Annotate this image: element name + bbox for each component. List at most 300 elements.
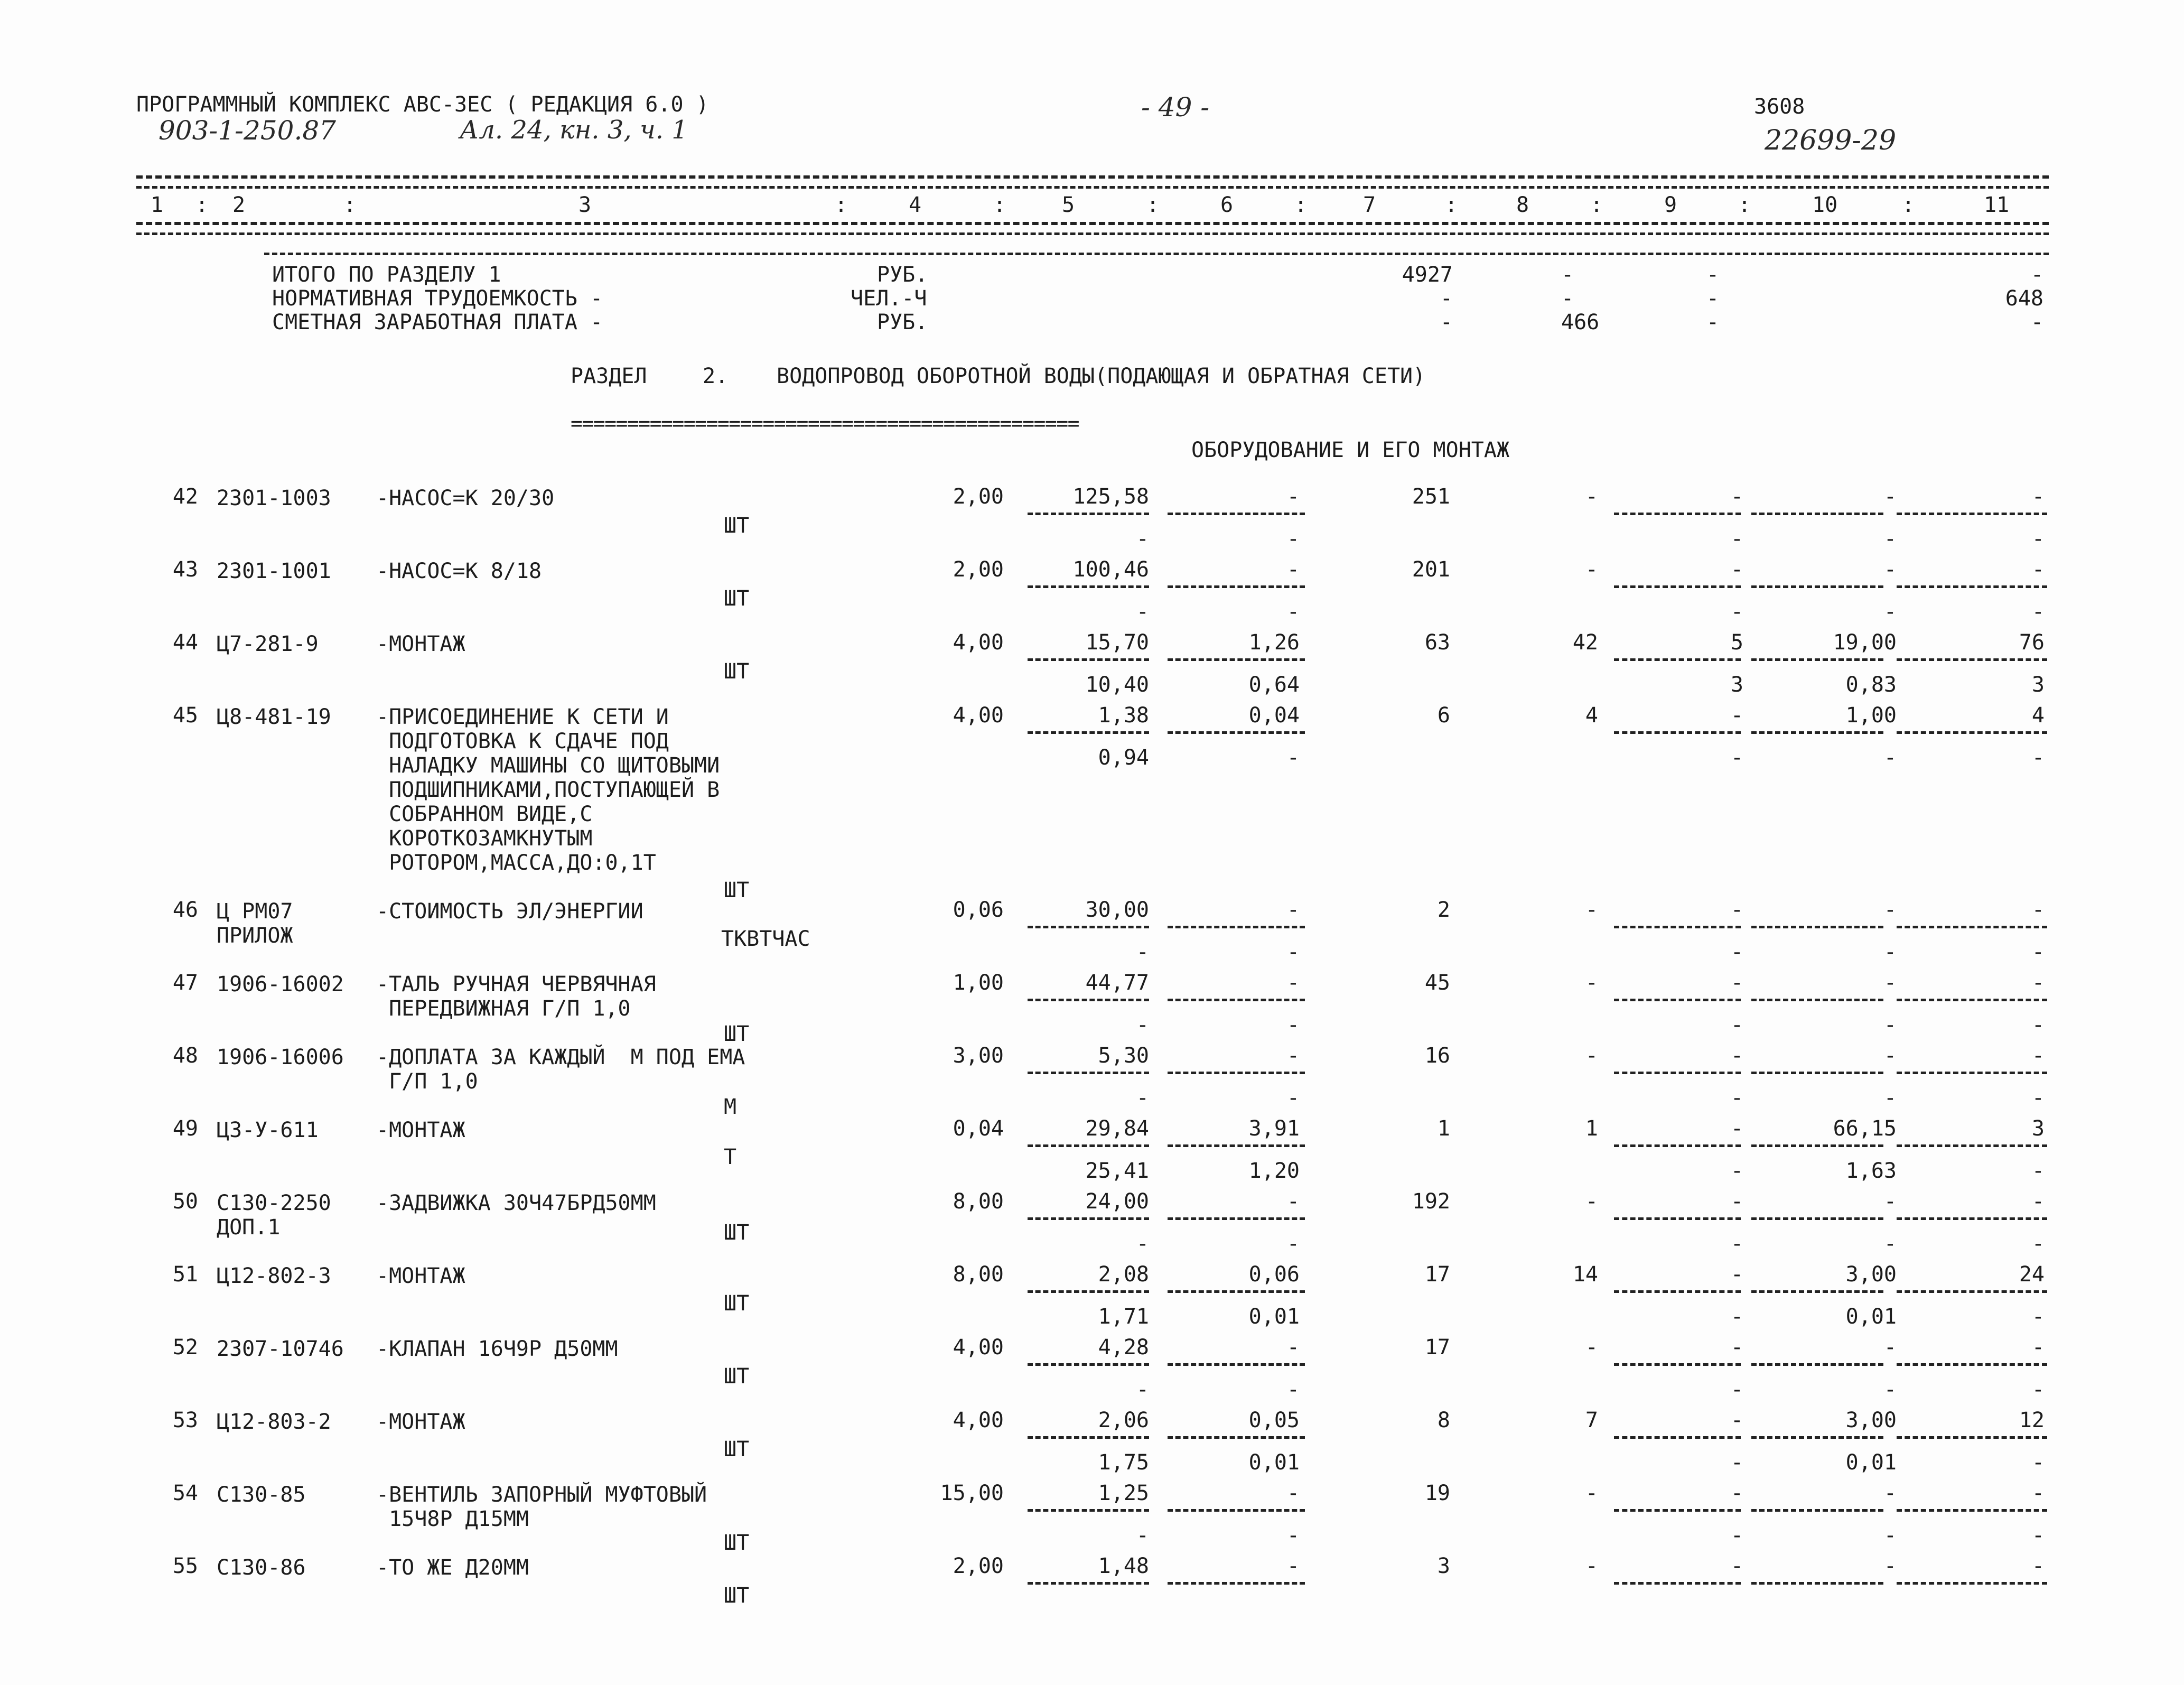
row-col11: - [2031, 557, 2045, 582]
row-sub-col5: 1,75 [1098, 1450, 1149, 1475]
cell-separator-line [1028, 1582, 1149, 1585]
row-col8: - [1585, 557, 1598, 582]
row-description: -ЗАДВИЖКА 30Ч47БРД50ММ [376, 1191, 656, 1215]
row-col5: 1,38 [1098, 703, 1149, 728]
cell-separator-line [1028, 1509, 1149, 1512]
cell-separator-line [1897, 1436, 2047, 1439]
totals-unit: ЧЕЛ.-Ч [851, 286, 927, 311]
row-col5: 2,06 [1098, 1408, 1149, 1432]
row-sub-col10: - [1883, 527, 1897, 551]
row-col6: - [1286, 1189, 1300, 1214]
row-sub-col11: - [2031, 1232, 2045, 1256]
row-sub-col10: - [1883, 1013, 1897, 1037]
row-number: 53 [172, 1408, 198, 1432]
row-sub-col10: - [1883, 1232, 1897, 1256]
column-separator: : [1590, 193, 1603, 217]
cell-separator-line [1614, 1509, 1741, 1512]
row-col9: - [1730, 1262, 1743, 1287]
row-sub-col11: - [2031, 1086, 2045, 1110]
row-col9: - [1730, 1481, 1743, 1505]
row-col5: 15,70 [1085, 630, 1149, 655]
row-col10: - [1883, 898, 1897, 922]
row-sub-col11: - [2031, 1523, 2045, 1548]
row-sub-col9: - [1730, 940, 1743, 964]
row-col6: - [1286, 485, 1300, 509]
project-code: 903-1-250.87 [158, 115, 336, 146]
cell-separator-line [1751, 999, 1883, 1001]
cell-separator-line [1028, 1436, 1149, 1439]
row-unit: ТКВТЧАС [721, 927, 810, 951]
totals-col7: - [1440, 310, 1453, 334]
row-col8: - [1585, 971, 1598, 995]
row-col7: 17 [1424, 1335, 1450, 1360]
row-price-code: С130-86 [217, 1556, 306, 1580]
totals-rule [264, 253, 2049, 255]
row-description: -ВЕНТИЛЬ ЗАПОРНЫЙ МУФТОВЫЙ 15Ч8Р Д15ММ [376, 1483, 707, 1531]
row-col7: 251 [1412, 485, 1450, 509]
row-quantity: 1,00 [953, 971, 1004, 995]
column-number-11: 11 [1984, 193, 2010, 217]
row-sub-col9: - [1730, 527, 1743, 551]
row-sub-col10: - [1883, 600, 1897, 624]
totals-col9: - [1706, 310, 1720, 334]
row-col5: 125,58 [1072, 485, 1149, 509]
row-number: 55 [172, 1554, 198, 1578]
row-price-code: С130-85 [217, 1483, 306, 1507]
row-col5: 29,84 [1085, 1116, 1149, 1141]
column-separator: : [1294, 193, 1308, 217]
row-sub-col5: - [1136, 1086, 1149, 1110]
row-sub-col6: - [1286, 1377, 1300, 1402]
cell-separator-line [1897, 1217, 2047, 1220]
row-col8: - [1585, 1044, 1598, 1068]
row-sub-col10: - [1883, 746, 1897, 770]
cell-separator-line [1614, 1290, 1741, 1293]
column-separator: : [993, 193, 1006, 217]
row-col6: 0,04 [1248, 703, 1300, 728]
row-sub-col11: - [2031, 527, 2045, 551]
row-col9: - [1730, 485, 1743, 509]
row-col9: - [1730, 1116, 1743, 1141]
cell-separator-line [1168, 585, 1305, 588]
section-title: ВОДОПРОВОД ОБОРОТНОЙ ВОДЫ(ПОДАЮЩАЯ И ОБРАТНАЯ СЕТИ) [777, 364, 1426, 388]
cell-separator-line [1168, 513, 1305, 515]
row-col8: - [1585, 898, 1598, 922]
row-sub-col11: - [2031, 1450, 2045, 1475]
cell-separator-line [1168, 731, 1305, 734]
row-unit: ШТ [724, 1364, 750, 1389]
row-col10: 1,00 [1845, 703, 1897, 728]
row-col7: 201 [1412, 557, 1450, 582]
row-col6: - [1286, 557, 1300, 582]
row-sub-col5: 25,41 [1085, 1159, 1149, 1183]
column-number-2: 2 [232, 193, 246, 217]
cell-separator-line [1751, 1290, 1883, 1293]
cell-separator-line [1751, 1217, 1883, 1220]
cell-separator-line [1897, 513, 2047, 515]
row-col10: 3,00 [1845, 1408, 1897, 1432]
row-quantity: 2,00 [953, 1554, 1004, 1578]
cell-separator-line [1897, 999, 2047, 1001]
row-col5: 4,28 [1098, 1335, 1149, 1360]
row-price-code: Ц РМ07 ПРИЛОЖ [217, 899, 293, 948]
row-sub-col10: 0,01 [1845, 1305, 1897, 1329]
cell-separator-line [1614, 731, 1741, 734]
row-price-code: С130-2250 ДОП.1 [217, 1191, 331, 1240]
cell-separator-line [1168, 658, 1305, 661]
row-sub-col10: - [1883, 940, 1897, 964]
row-col9: - [1730, 1408, 1743, 1432]
column-separator: : [1902, 193, 1915, 217]
row-sub-col6: 0,64 [1248, 673, 1300, 697]
row-sub-col10: - [1883, 1086, 1897, 1110]
row-number: 46 [172, 898, 198, 922]
row-price-code: Ц7-281-9 [217, 632, 319, 656]
row-col5: 100,46 [1072, 557, 1149, 582]
row-col7: 45 [1424, 971, 1450, 995]
cell-separator-line [1028, 658, 1149, 661]
row-sub-col10: 0,01 [1845, 1450, 1897, 1475]
row-sub-col5: 0,94 [1098, 746, 1149, 770]
row-col5: 24,00 [1085, 1189, 1149, 1214]
cell-separator-line [1168, 1290, 1305, 1293]
sheet-code: 3608 [1754, 95, 1805, 119]
row-unit: ШТ [724, 514, 750, 538]
cell-separator-line [1614, 1363, 1741, 1366]
row-price-code: Ц12-803-2 [217, 1410, 331, 1434]
row-unit: Т [724, 1145, 737, 1169]
row-sub-col6: - [1286, 1013, 1300, 1037]
row-sub-col5: 1,71 [1098, 1305, 1149, 1329]
column-number-7: 7 [1363, 193, 1376, 217]
cell-separator-line [1028, 999, 1149, 1001]
row-col5: 30,00 [1085, 898, 1149, 922]
row-col8: - [1585, 1481, 1598, 1505]
totals-col7: 4927 [1402, 263, 1453, 287]
row-price-code: 2301-1001 [217, 559, 331, 583]
row-price-code: 2307-10746 [217, 1337, 344, 1361]
cell-separator-line [1614, 1144, 1741, 1147]
row-sub-col6: 0,01 [1248, 1450, 1300, 1475]
header-rule-bottom [136, 222, 2049, 225]
row-col5: 44,77 [1085, 971, 1149, 995]
row-quantity: 15,00 [940, 1481, 1004, 1505]
row-col6: - [1286, 1335, 1300, 1360]
row-unit: ШТ [724, 1291, 750, 1316]
cell-separator-line [1614, 585, 1741, 588]
row-col6: 3,91 [1248, 1116, 1300, 1141]
row-price-code: Ц12-802-3 [217, 1264, 331, 1288]
row-sub-col5: - [1136, 1013, 1149, 1037]
row-quantity: 0,06 [953, 898, 1004, 922]
row-number: 52 [172, 1335, 198, 1360]
row-description: -МОНТАЖ [376, 1118, 465, 1142]
row-col5: 1,25 [1098, 1481, 1149, 1505]
column-number-9: 9 [1664, 193, 1677, 217]
row-sub-col11: - [2031, 940, 2045, 964]
row-number: 45 [172, 703, 198, 728]
cell-separator-line [1168, 1363, 1305, 1366]
column-number-3: 3 [578, 193, 592, 217]
row-description: -ТО ЖЕ Д20ММ [376, 1556, 529, 1580]
cell-separator-line [1751, 731, 1883, 734]
column-separator: : [835, 193, 848, 217]
row-sub-col6: - [1286, 1086, 1300, 1110]
row-sub-col11: - [2031, 1013, 2045, 1037]
row-col6: 0,05 [1248, 1408, 1300, 1432]
row-sub-col10: - [1883, 1377, 1897, 1402]
row-sub-col5: - [1136, 600, 1149, 624]
row-col11: - [2031, 1044, 2045, 1068]
row-col11: - [2031, 971, 2045, 995]
totals-col8: - [1561, 286, 1574, 311]
album-reference: Ал. 24, кн. 3, ч. 1 [460, 115, 688, 145]
cell-separator-line [1751, 1363, 1883, 1366]
row-sub-col6: - [1286, 746, 1300, 770]
row-col10: - [1883, 485, 1897, 509]
row-col10: 19,00 [1833, 630, 1897, 655]
row-description: -КЛАПАН 16Ч9Р Д50ММ [376, 1337, 618, 1361]
row-number: 42 [172, 485, 198, 509]
row-sub-col11: 3 [2031, 673, 2045, 697]
cell-separator-line [1897, 1072, 2047, 1074]
cell-separator-line [1028, 1363, 1149, 1366]
column-number-1: 1 [151, 193, 164, 217]
row-sub-col6: - [1286, 1523, 1300, 1548]
row-number: 49 [172, 1116, 198, 1141]
row-col9: - [1730, 971, 1743, 995]
row-sub-col6: 0,01 [1248, 1305, 1300, 1329]
row-quantity: 3,00 [953, 1044, 1004, 1068]
totals-col7: - [1440, 286, 1453, 311]
totals-unit: РУБ. [877, 310, 928, 334]
row-col7: 8 [1437, 1408, 1450, 1432]
row-col8: - [1585, 1554, 1598, 1578]
row-number: 48 [172, 1044, 198, 1068]
header-rule-top-2 [136, 186, 2049, 189]
row-sub-col6: 1,20 [1248, 1159, 1300, 1183]
program-title: ПРОГРАММНЫЙ КОМПЛЕКС АВС-3ЕС ( РЕДАКЦИЯ 6.0 ) [136, 92, 709, 117]
row-sub-col9: - [1730, 1377, 1743, 1402]
cell-separator-line [1028, 731, 1149, 734]
row-col6: - [1286, 1044, 1300, 1068]
row-col10: - [1883, 971, 1897, 995]
cell-separator-line [1751, 585, 1883, 588]
row-col5: 2,08 [1098, 1262, 1149, 1287]
totals-label: СМЕТНАЯ ЗАРАБОТНАЯ ПЛАТА - [272, 310, 603, 334]
row-col9: - [1730, 557, 1743, 582]
row-unit: ШТ [724, 1221, 750, 1245]
row-col11: 12 [2019, 1408, 2045, 1432]
cell-separator-line [1897, 1144, 2047, 1147]
row-sub-col11: - [2031, 600, 2045, 624]
row-sub-col6: - [1286, 600, 1300, 624]
totals-col11: 648 [2005, 286, 2043, 311]
subsection-heading: ОБОРУДОВАНИЕ И ЕГО МОНТАЖ [1191, 438, 1510, 462]
row-unit: ШТ [724, 1022, 750, 1046]
cell-separator-line [1168, 1072, 1305, 1074]
cell-separator-line [1897, 1582, 2047, 1585]
row-description: -ДОПЛАТА ЗА КАЖДЫЙ М ПОД ЕМА Г/П 1,0 [376, 1045, 745, 1094]
row-col7: 2 [1437, 898, 1450, 922]
cell-separator-line [1751, 1582, 1883, 1585]
row-col8: - [1585, 1189, 1598, 1214]
column-separator: : [343, 193, 357, 217]
column-separator: : [1445, 193, 1458, 217]
row-col8: - [1585, 485, 1598, 509]
row-col6: 1,26 [1248, 630, 1300, 655]
column-separator: : [1738, 193, 1751, 217]
column-separator: : [1146, 193, 1160, 217]
row-quantity: 8,00 [953, 1262, 1004, 1287]
row-number: 54 [172, 1481, 198, 1505]
row-quantity: 0,04 [953, 1116, 1004, 1141]
row-quantity: 4,00 [953, 703, 1004, 728]
row-col11: 24 [2019, 1262, 2045, 1287]
row-col7: 192 [1412, 1189, 1450, 1214]
row-quantity: 4,00 [953, 630, 1004, 655]
row-description: -ПРИСОЕДИНЕНИЕ К СЕТИ И ПОДГОТОВКА К СДАЧЕ ПОД НАЛАДКУ МАШИНЫ СО ЩИТОВЫМИ ПОДШИПНИКАМИ,ПОСТУПАЮЩЕЙ В СОБРАННОМ ВИДЕ,С КОРОТКОЗАМКНУТЫМ РОТОРОМ,МАССА,ДО:0,1Т [376, 705, 720, 875]
cell-separator-line [1897, 658, 2047, 661]
row-price-code: 2301-1003 [217, 486, 331, 510]
row-col11: - [2031, 485, 2045, 509]
row-sub-col10: 1,63 [1845, 1159, 1897, 1183]
cell-separator-line [1897, 1363, 2047, 1366]
row-number: 47 [172, 971, 198, 995]
header-rule-top [136, 175, 2049, 179]
totals-col8: 466 [1561, 310, 1600, 334]
row-col6: - [1286, 898, 1300, 922]
row-price-code: 1906-16002 [217, 972, 344, 997]
row-unit: ШТ [724, 878, 750, 902]
row-unit: ШТ [724, 659, 750, 684]
row-col8: 7 [1585, 1408, 1598, 1432]
row-col10: - [1883, 557, 1897, 582]
row-sub-col5: - [1136, 1377, 1149, 1402]
section-label: РАЗДЕЛ [571, 364, 647, 388]
row-description: -МОНТАЖ [376, 1410, 465, 1434]
totals-label: НОРМАТИВНАЯ ТРУДОЕМКОСТЬ - [272, 286, 603, 311]
header-rule-bottom-2 [136, 232, 2049, 235]
column-number-10: 10 [1812, 193, 1838, 217]
column-number-4: 4 [909, 193, 922, 217]
cell-separator-line [1028, 1217, 1149, 1220]
row-sub-col6: - [1286, 940, 1300, 964]
document-number: 22699-29 [1765, 125, 1897, 156]
cell-separator-line [1028, 1072, 1149, 1074]
row-description: -СТОИМОСТЬ ЭЛ/ЭНЕРГИИ [376, 899, 643, 924]
row-unit: ШТ [724, 1584, 750, 1608]
row-col11: 76 [2019, 630, 2045, 655]
totals-unit: РУБ. [877, 263, 928, 287]
cell-separator-line [1897, 585, 2047, 588]
row-price-code: Ц3-У-611 [217, 1118, 319, 1142]
cell-separator-line [1168, 1509, 1305, 1512]
row-col11: 3 [2031, 1116, 2045, 1141]
row-col7: 19 [1424, 1481, 1450, 1505]
row-col10: 3,00 [1845, 1262, 1897, 1287]
row-unit: ШТ [724, 1531, 750, 1555]
row-sub-col9: - [1730, 746, 1743, 770]
section-underline: ============================================= [571, 412, 1079, 435]
totals-col11: - [2030, 263, 2043, 287]
cell-separator-line [1614, 513, 1741, 515]
row-col5: 5,30 [1098, 1044, 1149, 1068]
column-number-5: 5 [1062, 193, 1075, 217]
row-number: 50 [172, 1189, 198, 1214]
row-unit: ШТ [724, 587, 750, 611]
row-col10: - [1883, 1189, 1897, 1214]
cell-separator-line [1751, 658, 1883, 661]
cell-separator-line [1614, 1436, 1741, 1439]
section-number: 2. [703, 364, 729, 388]
cell-separator-line [1168, 1436, 1305, 1439]
row-col11: - [2031, 1335, 2045, 1360]
row-col6: 0,06 [1248, 1262, 1300, 1287]
cell-separator-line [1168, 999, 1305, 1001]
row-col5: 1,48 [1098, 1554, 1149, 1578]
row-sub-col9: 3 [1730, 673, 1743, 697]
cell-separator-line [1751, 926, 1883, 928]
row-number: 43 [172, 557, 198, 582]
row-col7: 1 [1437, 1116, 1450, 1141]
row-col11: 4 [2031, 703, 2045, 728]
row-description: -МОНТАЖ [376, 1264, 465, 1288]
row-col7: 63 [1424, 630, 1450, 655]
row-unit: М [724, 1095, 737, 1119]
row-col8: 1 [1585, 1116, 1598, 1141]
row-sub-col5: - [1136, 1232, 1149, 1256]
row-sub-col9: - [1730, 1159, 1743, 1183]
row-sub-col9: - [1730, 1086, 1743, 1110]
row-description: -НАСОС=К 20/30 [376, 486, 555, 510]
row-sub-col5: - [1136, 527, 1149, 551]
row-description: -НАСОС=К 8/18 [376, 559, 542, 583]
cell-separator-line [1028, 513, 1149, 515]
row-col6: - [1286, 1481, 1300, 1505]
row-col6: - [1286, 1554, 1300, 1578]
row-col6: - [1286, 971, 1300, 995]
row-sub-col9: - [1730, 1450, 1743, 1475]
row-sub-col6: - [1286, 1232, 1300, 1256]
cell-separator-line [1614, 658, 1741, 661]
row-col8: 4 [1585, 703, 1598, 728]
row-price-code: 1906-16006 [217, 1045, 344, 1069]
row-col9: - [1730, 1554, 1743, 1578]
row-sub-col9: - [1730, 600, 1743, 624]
cell-separator-line [1751, 1072, 1883, 1074]
cell-separator-line [1614, 1582, 1741, 1585]
row-col10: 66,15 [1833, 1116, 1897, 1141]
cell-separator-line [1897, 1509, 2047, 1512]
totals-col9: - [1706, 286, 1720, 311]
cell-separator-line [1028, 585, 1149, 588]
row-description: -МОНТАЖ [376, 632, 465, 656]
row-col9: - [1730, 1189, 1743, 1214]
row-quantity: 4,00 [953, 1408, 1004, 1432]
column-separator: : [195, 193, 209, 217]
cell-separator-line [1897, 731, 2047, 734]
row-quantity: 2,00 [953, 557, 1004, 582]
cell-separator-line [1614, 999, 1741, 1001]
page-number: - 49 - [1141, 92, 1210, 123]
cell-separator-line [1614, 1217, 1741, 1220]
row-col11: - [2031, 898, 2045, 922]
row-quantity: 4,00 [953, 1335, 1004, 1360]
row-sub-col6: - [1286, 527, 1300, 551]
cell-separator-line [1168, 1582, 1305, 1585]
row-quantity: 8,00 [953, 1189, 1004, 1214]
